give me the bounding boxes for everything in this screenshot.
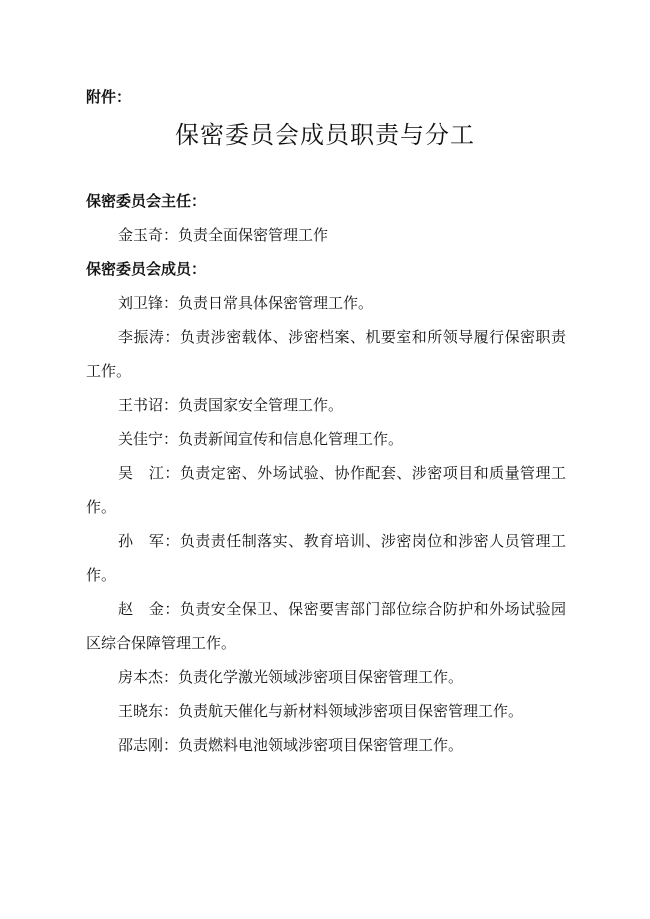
member-name: 王晓东：: [118, 702, 179, 720]
member-name: 吴 江：: [118, 464, 180, 482]
member-entry: [86, 592, 566, 660]
member-duty: 负责涉密载体、涉密档案、机要室和所领导履行保密职责工作。: [86, 328, 566, 380]
member-duty: 负责新闻宣传和信息化管理工作。: [178, 430, 404, 448]
member-entry: [86, 320, 566, 388]
member-entry: [86, 524, 566, 592]
member-entry: [86, 388, 566, 422]
member-duty: 负责国家安全管理工作。: [178, 396, 344, 414]
document-title: 保密委员会成员职责与分工: [175, 121, 475, 149]
document-body: [86, 184, 566, 762]
member-name: 孙 军：: [118, 532, 180, 550]
member-entry: [86, 422, 566, 456]
member-entry: [86, 286, 566, 320]
member-entry: [86, 728, 566, 762]
member-name: 刘卫锋：: [118, 294, 179, 312]
members-section-label: 保密委员会成员：: [86, 260, 207, 278]
member-name: 邵志刚：: [118, 736, 179, 754]
member-name: 赵 金：: [118, 600, 180, 618]
director-duty: 负责全面保密管理工作: [178, 226, 329, 244]
director-name: 金玉奇：: [118, 226, 179, 244]
member-entry: [86, 694, 566, 728]
director-section-label: 保密委员会主任：: [86, 192, 207, 210]
director-entry: [86, 218, 566, 252]
member-entry: [86, 456, 566, 524]
member-duty: 负责航天催化与新材料领域涉密项目保密管理工作。: [178, 702, 524, 720]
member-name: 李振涛：: [118, 328, 180, 346]
attachment-label: 附件：: [86, 88, 132, 106]
member-name: 关佳宁：: [118, 430, 179, 448]
member-name: 王书诏：: [118, 396, 179, 414]
member-entry: [86, 660, 566, 694]
member-duty: 负责日常具体保密管理工作。: [178, 294, 374, 312]
member-duty: 负责安全保卫、保密要害部门部位综合防护和外场试验园区综合保障管理工作。: [86, 600, 566, 652]
member-duty: 负责定密、外场试验、协作配套、涉密项目和质量管理工作。: [86, 464, 566, 516]
member-name: 房本杰：: [118, 668, 179, 686]
member-duty: 负责化学激光领域涉密项目保密管理工作。: [178, 668, 464, 686]
member-duty: 负责燃料电池领域涉密项目保密管理工作。: [178, 736, 464, 754]
member-duty: 负责责任制落实、教育培训、涉密岗位和涉密人员管理工作。: [86, 532, 566, 584]
